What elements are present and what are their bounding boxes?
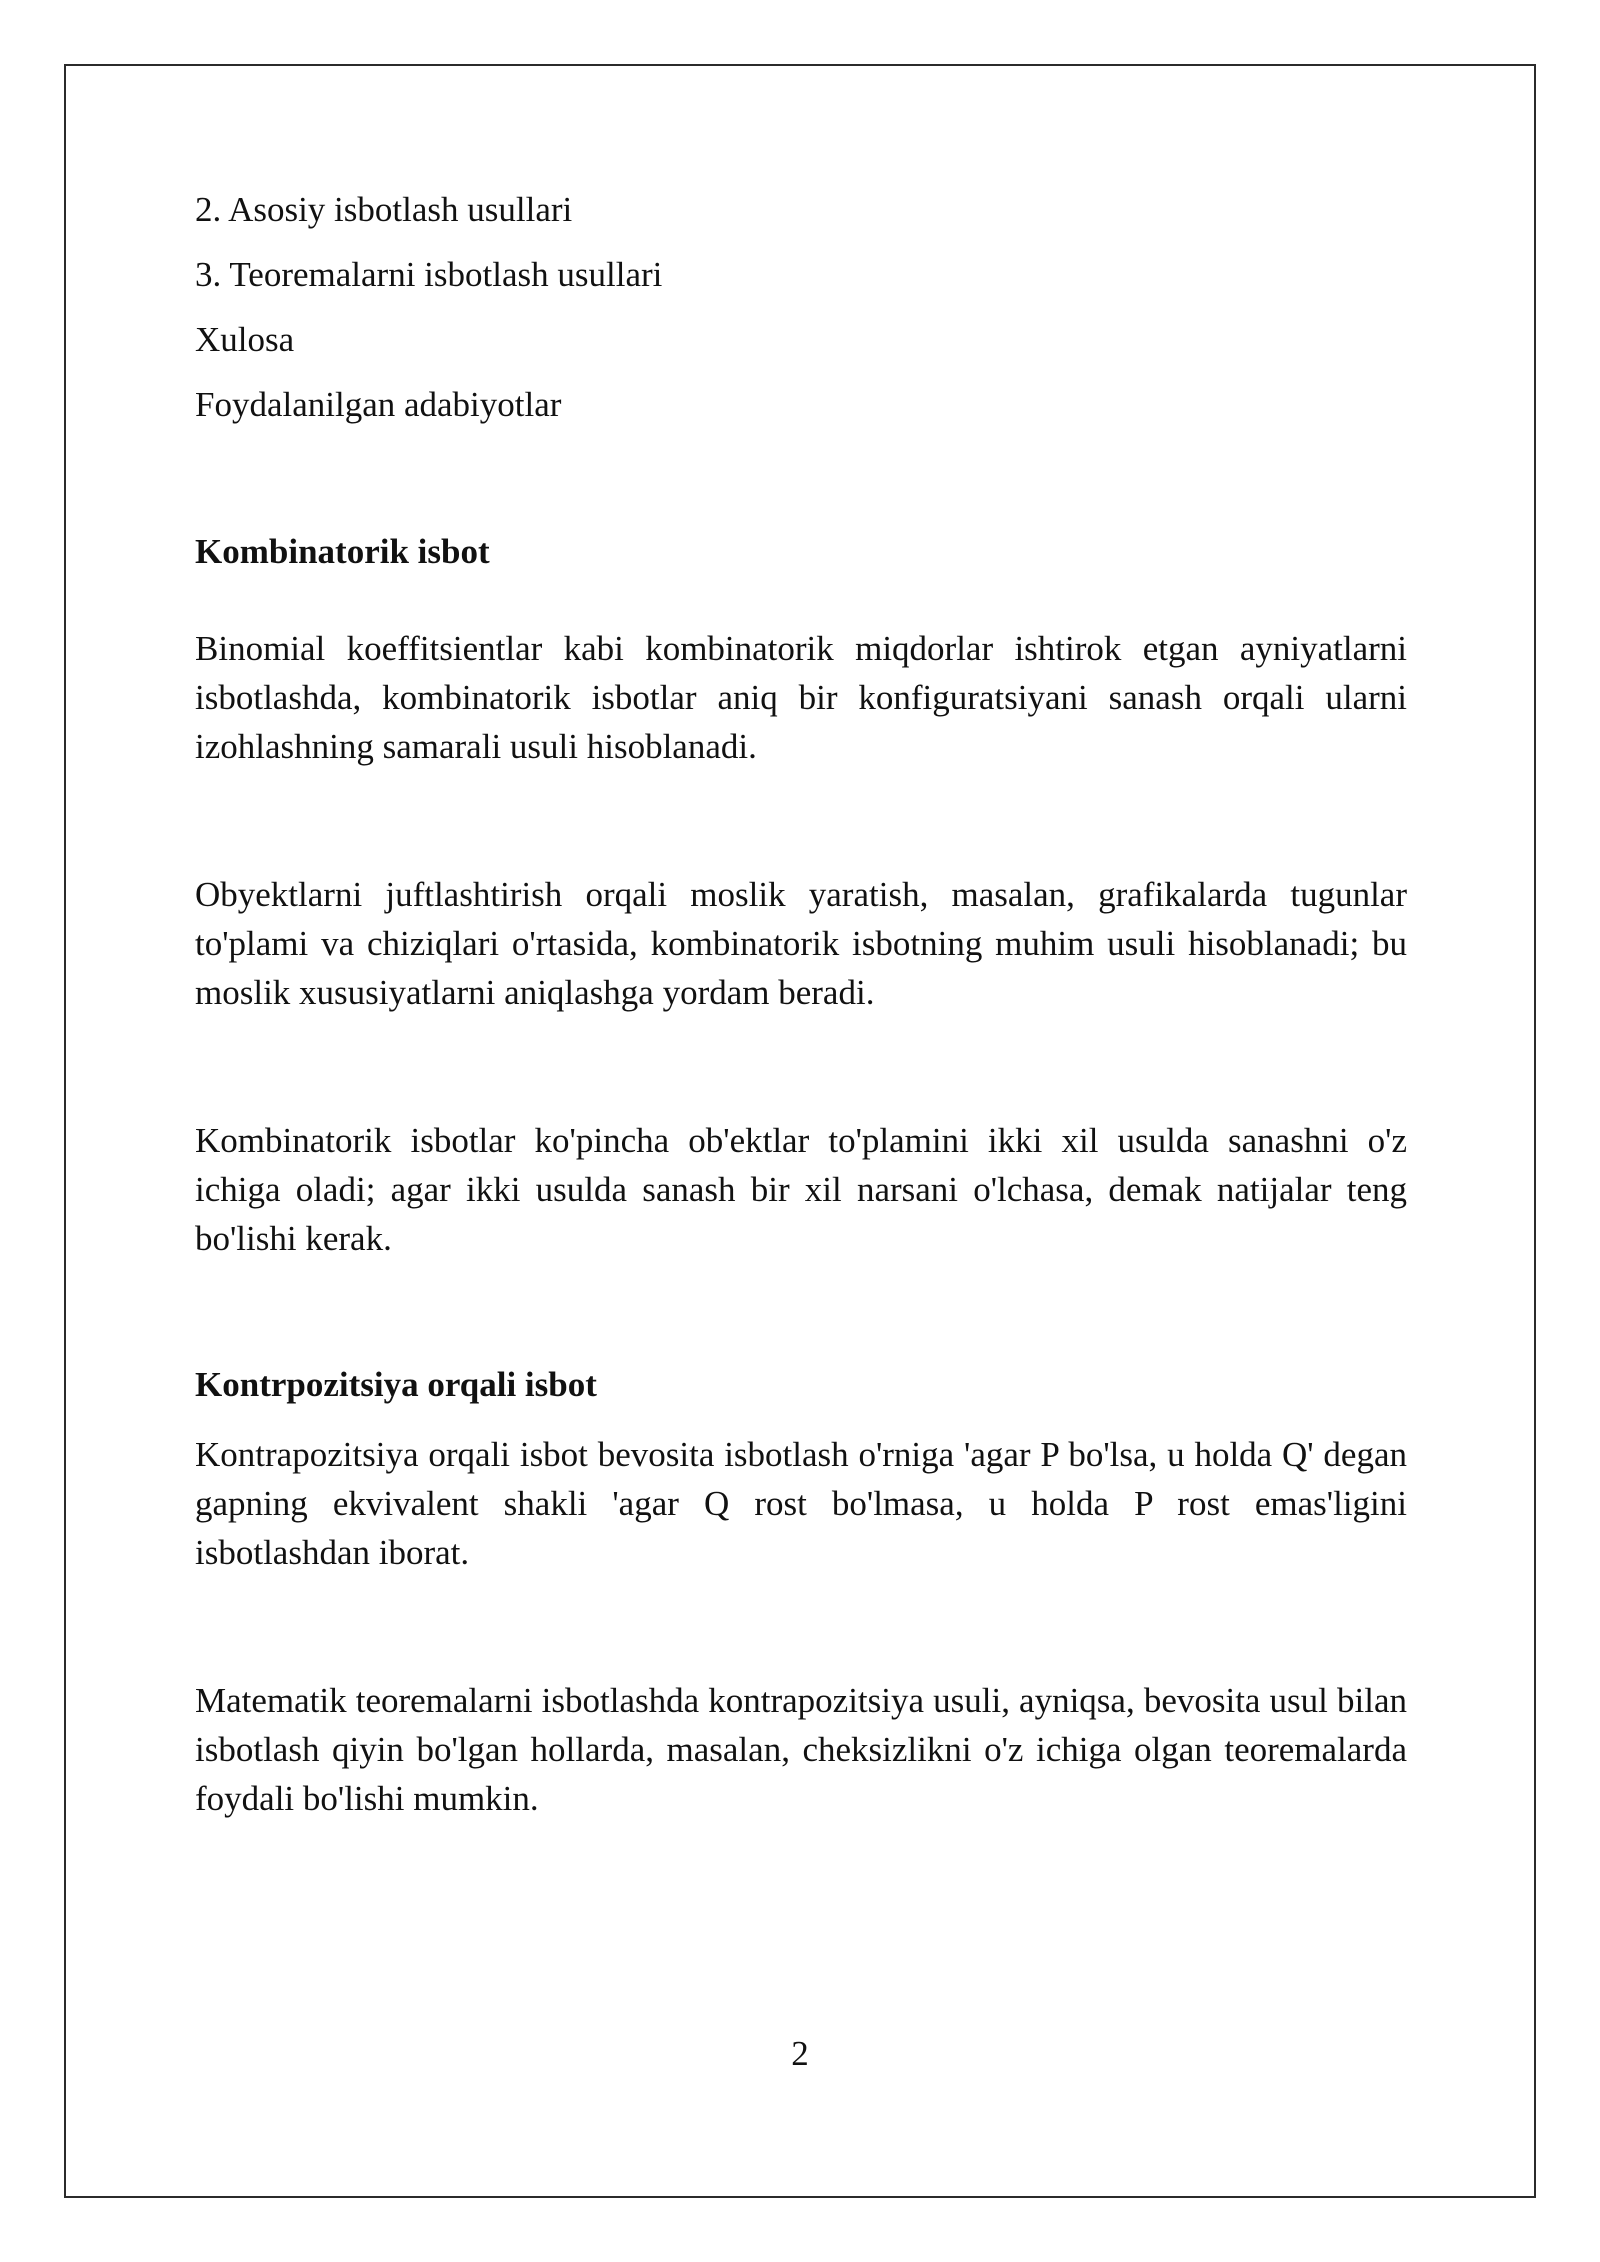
- section-heading-contraposition: Kontrpozitsiya orqali isbot: [195, 1365, 597, 1404]
- table-of-contents: [195, 188, 1407, 427]
- paragraph: Matematik teoremalarni isbotlashda kontrapozitsiya usuli, ayniqsa, bevosita usul bilan isbotlash qiyin bo'lgan hollarda, masalan, cheksizlikni o'z ichiga olgan teoremalarda foydali bo'lishi mumkin.: [195, 1681, 1407, 1818]
- page-number: 2: [791, 2034, 809, 2073]
- toc-item: 2. Asosiy isbotlash usullari: [195, 190, 573, 229]
- paragraph: Kombinatorik isbotlar ko'pincha ob'ektlar to'plamini ikki xil usulda sanashni o'z ichiga oladi; agar ikki usulda sanash bir xil narsani o'lchasa, demak natijalar teng bo'lishi kerak.: [195, 1121, 1407, 1258]
- paragraph: Kontrapozitsiya orqali isbot bevosita isbotlash o'rniga 'agar P bo'lsa, u holda Q' degan gapning ekvivalent shakli 'agar Q rost bo'lmasa, u holda P rost emas'ligini isbotlashdan iborat.: [195, 1435, 1407, 1572]
- paragraph: Obyektlarni juftlashtirish orqali moslik yaratish, masalan, grafikalarda tugunlar to'plami va chiziqlari o'rtasida, kombinatorik isbotning muhim usuli hisoblanadi; bu moslik xususiyatlarni aniqlashga yordam beradi.: [195, 875, 1407, 1012]
- toc-item: Xulosa: [195, 320, 295, 359]
- paragraph: Binomial koeffitsientlar kabi kombinatorik miqdorlar ishtirok etgan ayniyatlarni isbotlashda, kombinatorik isbotlar aniq bir konfiguratsiyani sanash orqali ularni izohlashning samarali usuli hisoblanadi.: [195, 629, 1407, 766]
- toc-item: Foydalanilgan adabiyotlar: [195, 385, 562, 424]
- section-heading-combinatorial: Kombinatorik isbot: [195, 532, 490, 571]
- document-body: [195, 188, 1407, 1823]
- toc-item: 3. Teoremalarni isbotlash usullari: [195, 255, 663, 294]
